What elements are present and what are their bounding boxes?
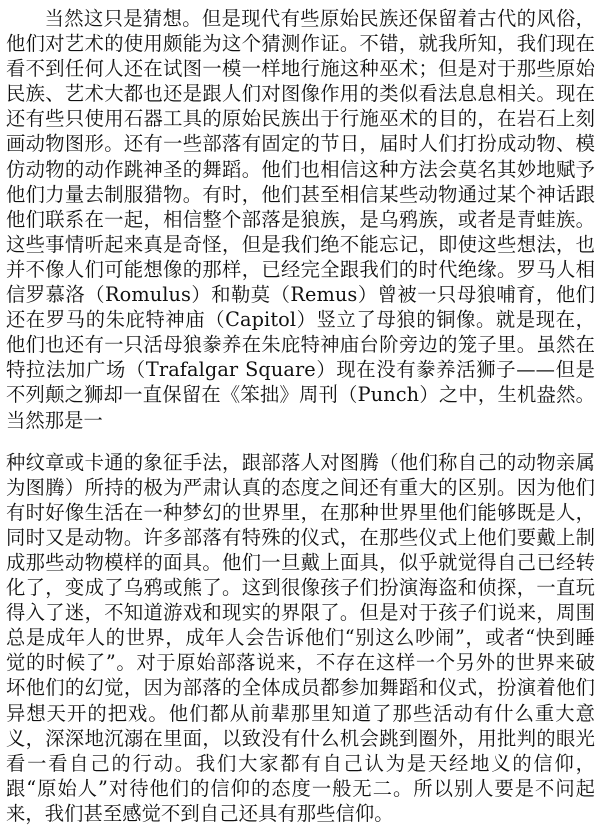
body-paragraph-2: 种纹章或卡通的象征手法，跟部落人对图腾（他们称自己的动物亲属为图腾）所持的极为严肃认真的态度之间还有重大的区别。因为他们有时好像生活在一种梦幻的世界里，在那种世界里他们能够既是人，同时又是动物。许多部落有特殊的仪式，在那些仪式上他们要戴上制成那些动物模样的面具。他们一旦戴上面具，似乎就觉得自己已经转化了，变成了乌鸦或熊了。这到很像孩子们扮演海盗和侦探，一直玩得入了迷，不知道游戏和现实的界限了。但是对于孩子们说来，周围总是成年人的世界，成年人会告诉他们“别这么吵闹”，或者“快到睡觉的时候了”。对于原始部落说来，不存在这样一个另外的世界来破坏他们的幻觉，因为部落的全体成员都参加舞蹈和仪式，扮演着他们异想天开的把戏。他们都从前辈那里知道了那些活动有什么重大意义，深深地沉溺在里面，以致没有什么机会跳到圈外，用批判的眼光看一看自己的行动。我们大家都有自己认为是天经地义的信仰，跟“原始人”对待他们的信仰的态度一般无二。所以别人要是不问起来，我们甚至感觉不到自己还具有那些信仰。: [6, 450, 595, 825]
page-break-gap: [6, 433, 595, 450]
body-paragraph-1: 当然这只是猜想。但是现代有些原始民族还保留着古代的风俗，他们对艺术的使用颇能为这个猜测作证。不错，就我所知，我们现在看不到任何人还在试图一模一样地行施这种巫术；但是对于那些原始民族、艺术大都也还是跟人们对图像作用的类似看法息息相关。现在还有些只使用石器工具的原始民族出于行施巫术的目的，在岩石上刻画动物图形。还有一些部落有固定的节日，届时人们打扮成动物、模仿动物的动作跳神圣的舞蹈。他们也相信这种方法会莫名其妙地赋予他们力量去制服猎物。有时，他们甚至相信某些动物通过某个神话跟他们联系在一起，相信整个部落是狼族，是乌鸦族，或者是青蛙族。这些事情听起来真是奇怪，但是我们绝不能忘记，即使这些想法，也并不像人们可能想像的那样，已经完全跟我们的时代绝缘。罗马人相信罗慕洛（Romulus）和勒莫（Remus）曾被一只母狼哺育，他们还在罗马的朱庇特神庙（Capitol）竖立了母狼的铜像。就是现在，他们也还有一只活母狼豢养在朱庇特神庙台阶旁边的笼子里。虽然在特拉法加广场（Trafalgar Square）现在没有豢养活狮子——但是不列颠之狮却一直保留在《笨拙》周刊（Punch）之中，生机盎然。当然那是一: [6, 7, 595, 432]
